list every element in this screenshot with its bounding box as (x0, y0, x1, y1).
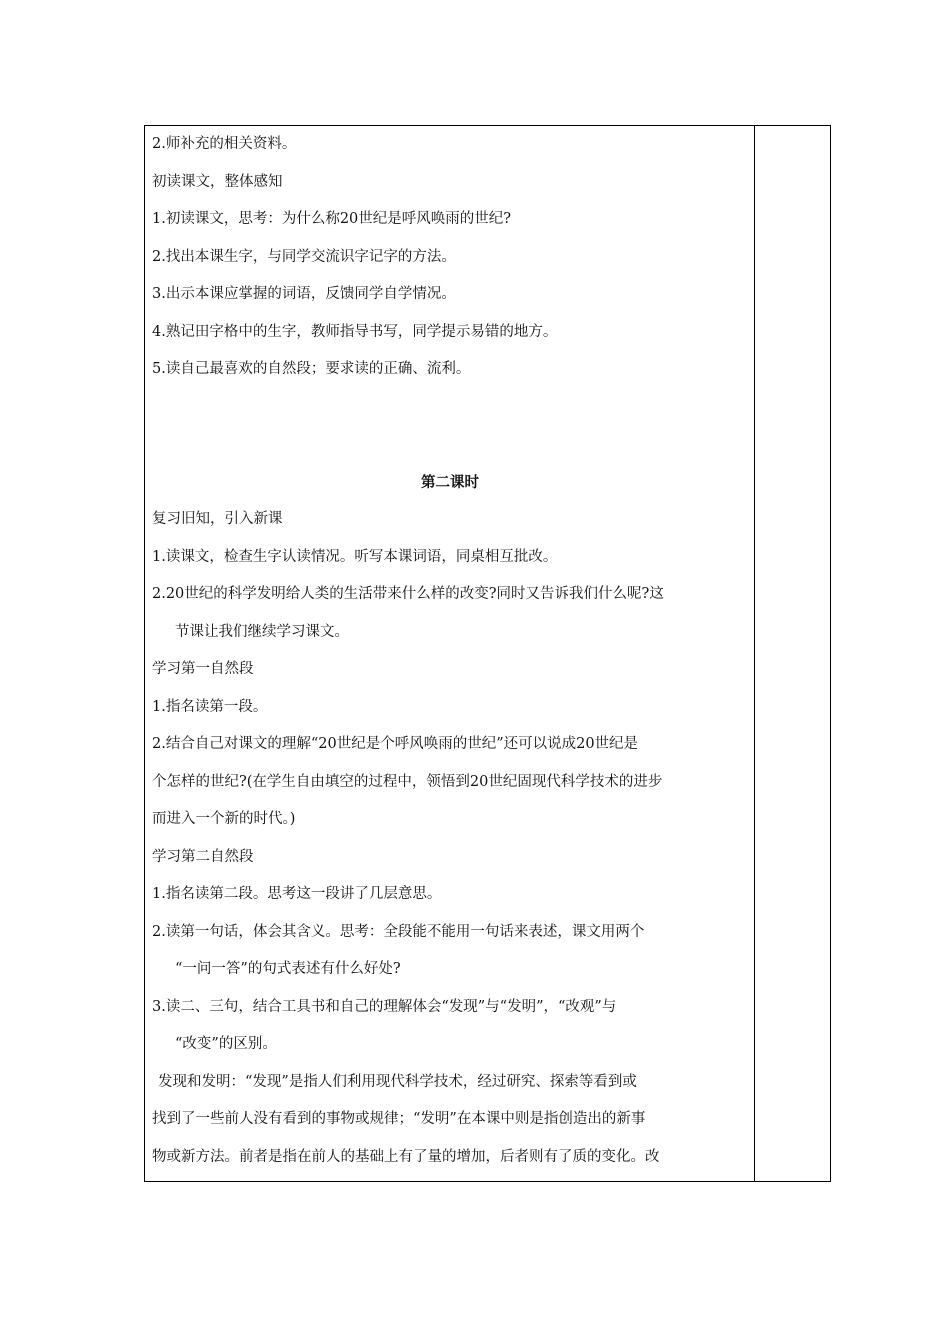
text-line: 发现和发明：“发现”是指人们利用现代科学技术，经过研究、探索等看到或 (158, 1073, 637, 1090)
text-line: 2.结合自己对课文的理解“20世纪是个呼风唤雨的世纪”还可以说成20世纪是 (152, 736, 639, 752)
text-line: 1.读课文，检查生字认读情况。听写本课词语，同桌相互批改。 (152, 548, 558, 565)
column-divider (754, 125, 755, 1182)
text-line: “改变”的区别。 (175, 1036, 277, 1052)
section-title: 初读课文，整体感知 (152, 173, 283, 190)
text-line: 1.指名读第一段。 (152, 698, 268, 715)
lesson-heading: 第二课时 (421, 473, 479, 491)
text-line: 2.找出本课生字，与同学交流识字记字的方法。 (152, 248, 456, 265)
section-title: 复习旧知，引入新课 (152, 511, 283, 527)
text-line: 1.指名读第二段。思考这一段讲了几层意思。 (152, 886, 442, 902)
text-line: 而进入一个新的时代。) (152, 811, 296, 827)
text-line: 节课让我们继续学习课文。 (175, 623, 349, 640)
text-line: 4.熟记田字格中的生字，教师指导书写，同学提示易错的地方。 (152, 323, 558, 340)
text-line: 个怎样的世纪?(在学生自由填空的过程中，领悟到20世纪固现代科学技术的进步 (152, 773, 663, 790)
text-line: 1.初读课文，思考：为什么称20世纪是呼风唤雨的世纪? (152, 211, 512, 227)
text-line: 5.读自己最喜欢的自然段；要求读的正确、流利。 (152, 361, 471, 377)
text-line: 3.出示本课应掌握的词语，反馈同学自学情况。 (152, 286, 456, 302)
text-line: 2.20世纪的科学发明给人类的生活带来什么样的改变?同时又告诉我们什么呢?这 (152, 586, 664, 602)
text-line: 2.读第一句话，体会其含义。思考：全段能不能用一句话来表述，课文用两个 (152, 923, 645, 940)
text-line: 物或新方法。前者是指在前人的基础上有了量的增加，后者则有了质的变化。改 (152, 1148, 660, 1165)
lesson-content (152, 126, 748, 1176)
text-line: 2.师补充的相关资料。 (152, 136, 297, 152)
text-line: 找到了一些前人没有看到的事物或规律；“发明”在本课中则是指创造出的新事 (152, 1111, 646, 1127)
section-title: 学习第一自然段 (152, 661, 254, 677)
text-line: 3.读二、三句，结合工具书和自己的理解体会“发现”与“发明”，“改观”与 (152, 998, 617, 1015)
text-line: “一问一答”的句式表述有什么好处? (175, 961, 401, 977)
section-title: 学习第二自然段 (152, 848, 254, 865)
blank-space (152, 389, 748, 464)
